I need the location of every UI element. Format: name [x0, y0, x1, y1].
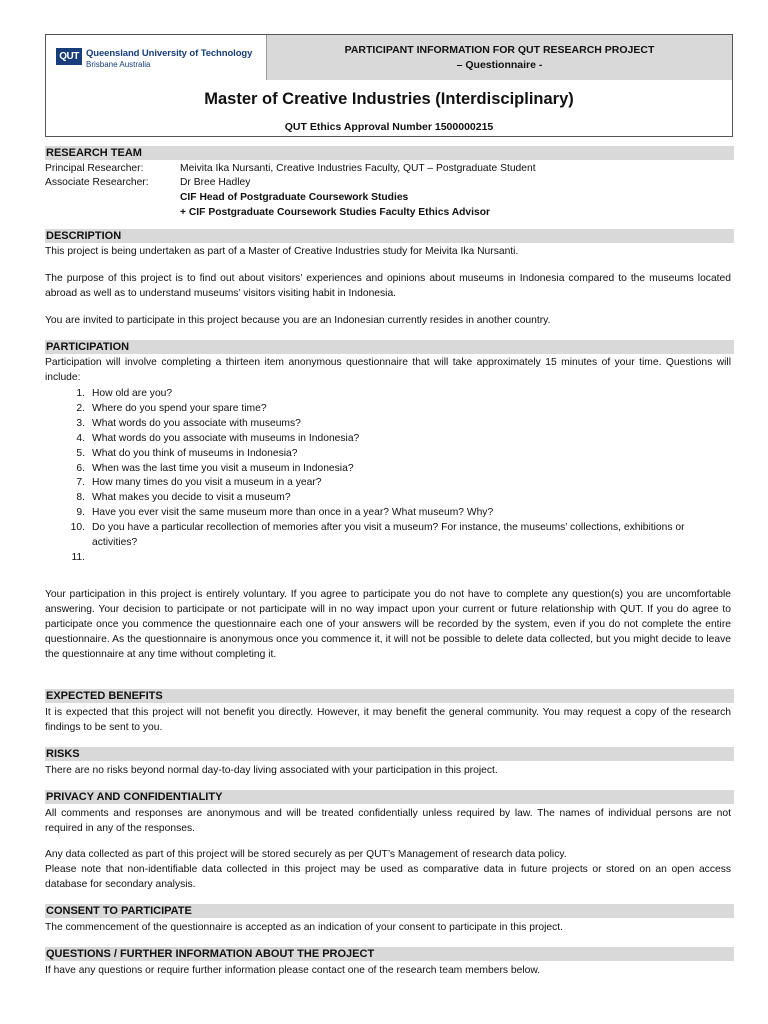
- associate-role-1-text: CIF Head of Postgraduate Coursework Studies: [180, 192, 409, 203]
- question-number: 2.: [76, 403, 85, 414]
- description-paragraph-1: This project is being undertaken as part of a Master of Creative Industries study for Meivita Ika Nursanti.: [45, 246, 519, 257]
- question-text: Have you ever visit the same museum more than once in a year? What museum? Why?: [92, 507, 494, 518]
- description-heading: DESCRIPTION: [45, 229, 734, 243]
- document-header: [45, 34, 733, 137]
- principal-researcher-label: Principal Researcher:: [45, 163, 144, 174]
- participation-heading: PARTICIPATION: [45, 340, 734, 354]
- question-number: 8.: [76, 492, 85, 503]
- question-text: How old are you?: [92, 388, 173, 399]
- question-number: 5.: [76, 448, 85, 459]
- question-text: What words do you associate with museums in Indonesia?: [92, 433, 360, 444]
- privacy-heading: PRIVACY AND CONFIDENTIALITY: [45, 790, 734, 804]
- privacy-paragraph-3: Please note that non-identifiable data collected in this project may be used as comparative data in future projects or stored on an open access database for secondary analysis.: [45, 864, 731, 890]
- associate-researcher-value: Dr Bree Hadley: [180, 177, 251, 188]
- qut-logo: [46, 35, 267, 80]
- question-text: Do you have a particular recollection of memories after you visit a museum? For instance, the museums’ collections, exhibitions or activities?: [92, 522, 685, 548]
- header-title-cell: [267, 35, 732, 80]
- question-number: 7.: [76, 477, 85, 488]
- header-title-line2: – Questionnaire -: [456, 59, 543, 71]
- question-number: 1.: [76, 388, 85, 399]
- further-info-paragraph: If have any questions or require further information please contact one of the research team members below.: [45, 965, 541, 976]
- question-number: 4.: [76, 433, 85, 444]
- benefits-heading: EXPECTED BENEFITS: [45, 689, 734, 703]
- benefits-paragraph: It is expected that this project will not benefit you directly. However, it may benefit the general community. You may request a copy of the research findings to be sent to you.: [45, 707, 731, 733]
- question-number: 3.: [76, 418, 85, 429]
- project-title: Master of Creative Industries (Interdisciplinary): [204, 90, 574, 108]
- research-team-heading: RESEARCH TEAM: [45, 146, 734, 160]
- question-text: Where do you spend your spare time?: [92, 403, 267, 414]
- ethics-approval-number: QUT Ethics Approval Number 1500000215: [284, 121, 494, 133]
- qut-logo-name: Queensland University of Technology: [86, 48, 253, 59]
- consent-paragraph: The commencement of the questionnaire is accepted as an indication of your consent to participate in this project.: [45, 922, 563, 933]
- description-paragraph-3: You are invited to participate in this project because you are an Indonesian currently resides in another country.: [45, 315, 551, 326]
- description-paragraph-2: The purpose of this project is to find out about visitors’ experiences and opinions about museums in Indonesia compared to the museums located abroad as well as to understand museums’ visitors visiting habit in Indonesia.: [45, 273, 731, 299]
- participation-voluntary: Your participation in this project is entirely voluntary. If you agree to participate you do not have to complete any question(s) you are uncomfortable answering. Your decision to participate or not participate will in no way impact upon your current or future relationship with QUT. If you do agree to participate once you commence the questionnaire each one of your answers will be recorded by the system, even if you do not complete the entire questionnaire. As the questionnaire is anonymous once you commence it, it will not be possible to delete data collected, but you might decide to leave the questionnaire at any time without completing it.: [45, 589, 731, 660]
- principal-researcher-value: Meivita Ika Nursanti, Creative Industries Faculty, QUT – Postgraduate Student: [180, 163, 536, 174]
- question-number: 9.: [76, 507, 85, 518]
- participation-intro: Participation will involve completing a thirteen item anonymous questionnaire that will take approximately 15 minutes of your time. Questions will include:: [45, 357, 731, 383]
- qut-logo-mark: QUT: [56, 48, 82, 65]
- question-text: What words do you associate with museums?: [92, 418, 301, 429]
- question-number: 6.: [76, 463, 85, 474]
- question-text: When was the last time you visit a museum in Indonesia?: [92, 463, 354, 474]
- document-page: [45, 34, 733, 976]
- privacy-paragraph-2: Any data collected as part of this project will be stored securely as per QUT’s Management of research data policy.: [45, 849, 567, 860]
- risks-paragraph: There are no risks beyond normal day-to-day living associated with your participation in this project.: [45, 765, 498, 776]
- further-info-heading: QUESTIONS / FURTHER INFORMATION ABOUT THE PROJECT: [45, 947, 734, 961]
- associate-role-2-text: + CIF Postgraduate Coursework Studies Faculty Ethics Advisor: [180, 207, 491, 218]
- privacy-paragraph-1: All comments and responses are anonymous and will be treated confidentially unless required by law. The names of individual persons are not required in any of the responses.: [45, 808, 731, 834]
- question-number: 10.: [70, 522, 85, 533]
- question-text: How many times do you visit a museum in a year?: [92, 477, 322, 488]
- question-number: 11.: [71, 552, 85, 563]
- header-title-line1: PARTICIPANT INFORMATION FOR QUT RESEARCH PROJECT: [344, 44, 655, 56]
- qut-logo-location: Brisbane Australia: [86, 60, 151, 69]
- associate-researcher-label: Associate Researcher:: [45, 177, 149, 188]
- consent-heading: CONSENT TO PARTICIPATE: [45, 904, 734, 918]
- question-text: What makes you decide to visit a museum?: [92, 492, 291, 503]
- question-text: What do you think of museums in Indonesia?: [92, 448, 298, 459]
- risks-heading: RISKS: [45, 747, 734, 761]
